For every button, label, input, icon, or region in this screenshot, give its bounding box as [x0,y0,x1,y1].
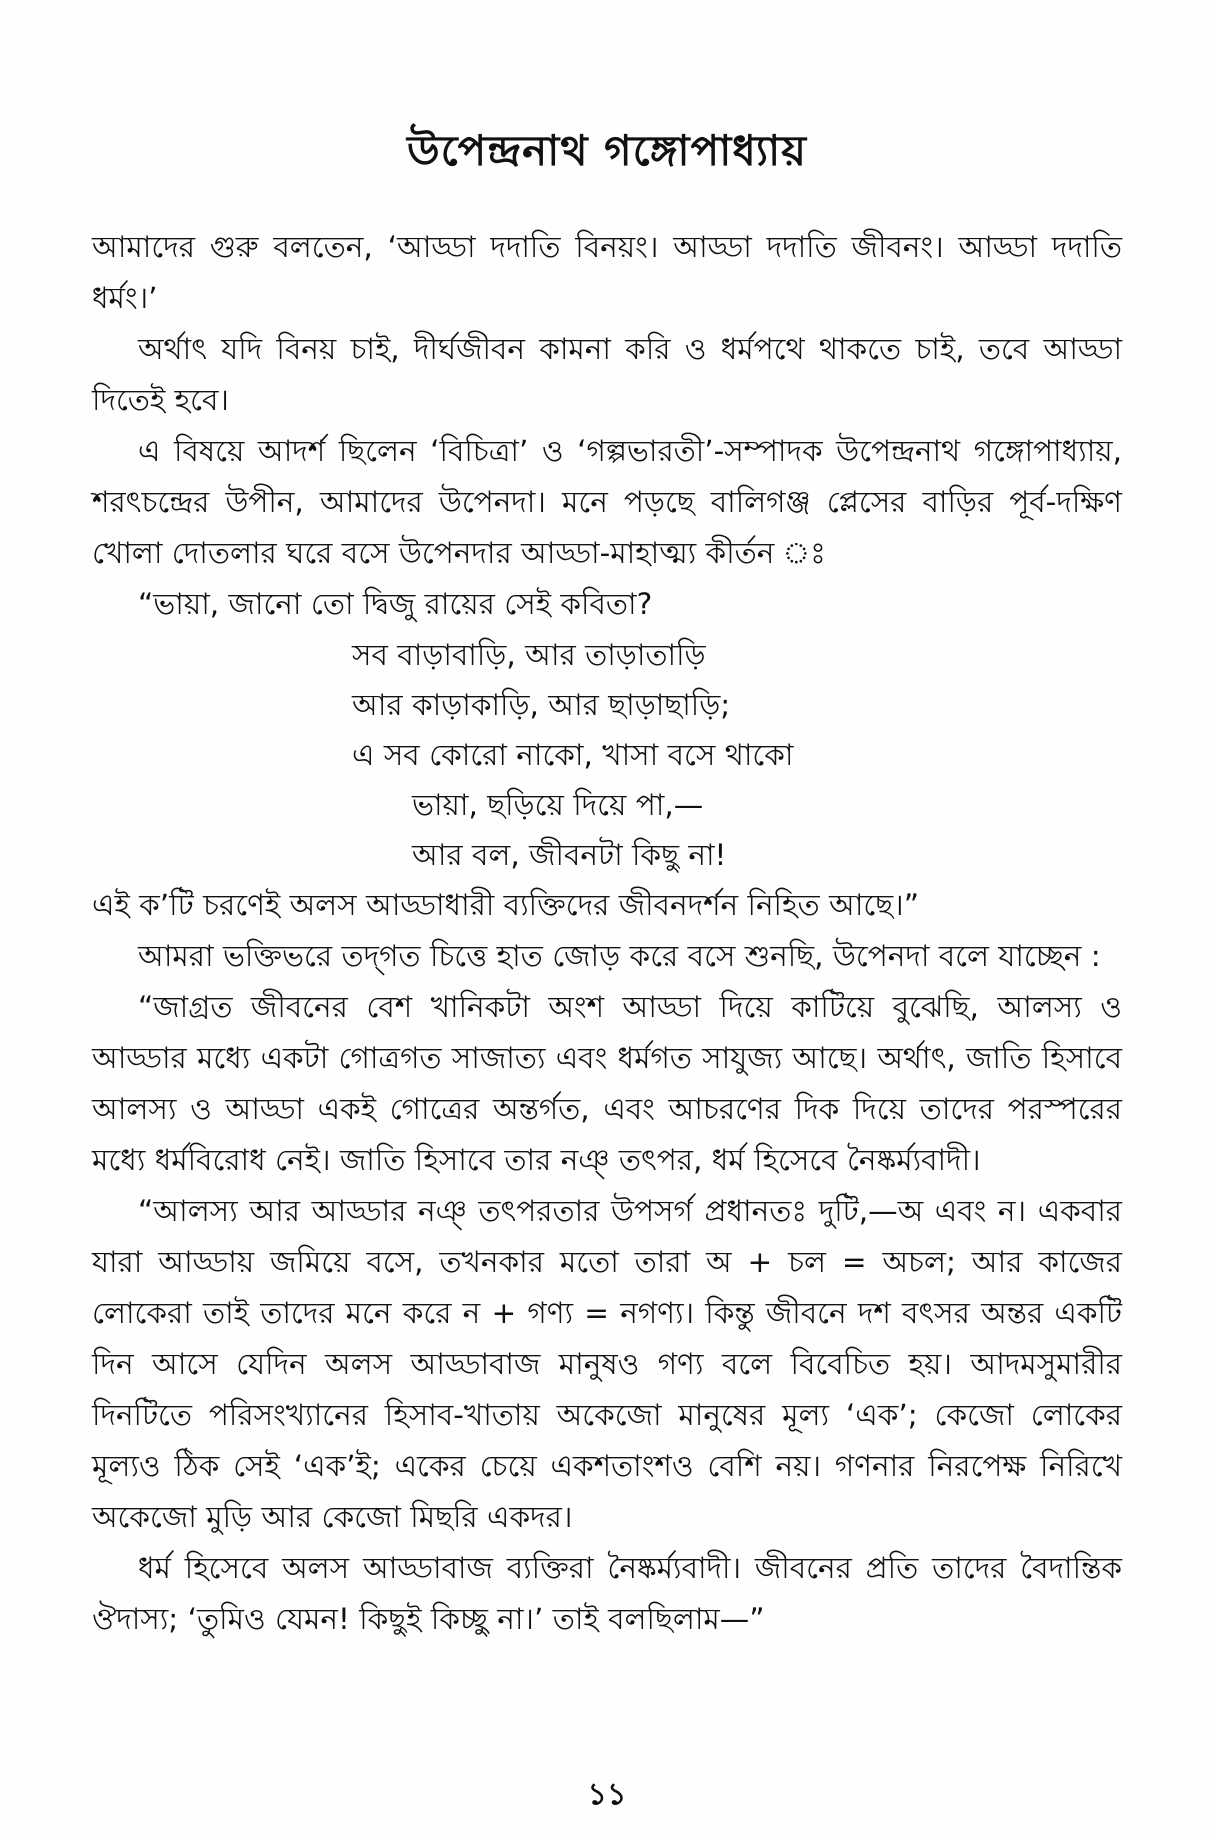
paragraph-5: এই ক’টি চরণেই অলস আড্ডাধারী ব্যক্তিদের জীবনদর্শন নিহিত আছে।” [92,888,919,922]
paragraph-7: “জাগ্রত জীবনের বেশ খানিকটা অংশ আড্ডা দিয়ে কাটিয়ে বুঝেছি, আলস্য ও আড্ডার মধ্যে একটা গোত্রগত সাজাত্য এবং ধর্মগত সাযুজ্য আছে। অর্থাৎ, জাতি হিসাবে আলস্য ও আড্ডা একই গোত্রের অন্তর্গত, এবং আচরণের দিক দিয়ে তাদের পরস্পরের মধ্যে ধর্মবিরোধ নেই। জাতি হিসাবে তার নঞ্‌ তৎপর, ধর্ম হিসেবে নৈষ্কর্ম্যবাদী। [92,990,1122,1177]
verse-line-4: ভায়া, ছড়িয়ে দিয়ে পা,— [412,788,704,822]
verse-line-3: এ সব কোরো নাকো, খাসা বসে থাকো [352,738,794,772]
paragraph-9: ধর্ম হিসেবে অলস আড্ডাবাজ ব্যক্তিরা নৈষ্কর্ম্যবাদী। জীবনের প্রতি তাদের বৈদান্তিক ঔদাস্য; ‘তুমিও যেমন! কিছুই কিচ্ছু না।’ তাই বলছিলাম—” [92,1551,1122,1636]
paragraph-3: এ বিষয়ে আদর্শ ছিলেন ‘বিচিত্রা’ ও ‘গল্পভারতী’-সম্পাদক উপেন্দ্রনাথ গঙ্গোপাধ্যায়, শরৎচন্দ্রের উপীন, আমাদের উপেনদা। মনে পড়ছে বালিগঞ্জ প্লেসের বাড়ির পূর্ব-দক্ষিণ খোলা দোতলার ঘরে বসে উপেনদার আড্ডা-মাহাত্ম্য কীর্তন ঃ [92,434,1122,570]
paragraph-2: অর্থাৎ যদি বিনয় চাই, দীর্ঘজীবন কামনা করি ও ধর্মপথে থাকতে চাই, তবে আড্ডা দিতেই হবে। [92,332,1122,417]
verse-line-1: সব বাড়াবাড়ি, আর তাড়াতাড়ি [352,638,706,672]
body-text [92,222,1122,1645]
paragraph-8: “আলস্য আর আড্ডার নঞ্‌ তৎপরতার উপসর্গ প্রধানতঃ দুটি,—অ এবং ন। একবার যারা আড্ডায় জমিয়ে বসে, তখনকার মতো তারা অ + চল = অচল; আর কাজের লোকেরা তাই তাদের মনে করে ন + গণ্য = নগণ্য। কিন্তু জীবনে দশ বৎসর অন্তর একটি দিন আসে যেদিন অলস আড্ডাবাজ মানুষও গণ্য বলে বিবেচিত হয়। আদমসুমারীর দিনটিতে পরিসংখ্যানের হিসাব-খাতায় অকেজো মানুষের মূল্য ‘এক’; কেজো লোকের মূল্যও ঠিক সেই ‘এক’ই; একের চেয়ে একশতাংশও বেশি নয়। গণনার নিরপেক্ষ নিরিখে অকেজো মুড়ি আর কেজো মিছরি একদর। [92,1194,1122,1534]
chapter-title: উপেন্দ্রনাথ গঙ্গোপাধ্যায় [407,126,807,175]
paragraph-1: আমাদের গুরু বলতেন, ‘আড্ডা দদাতি বিনয়ং। আড্ডা দদাতি জীবনং। আড্ডা দদাতি ধর্মং।’ [92,230,1122,315]
poem-verse [92,630,1122,880]
paragraph-4: “ভায়া, জানো তো দ্বিজু রায়ের সেই কবিতা? [138,587,653,621]
verse-line-2: আর কাড়াকাড়ি, আর ছাড়াছাড়ি; [352,688,731,722]
verse-line-5: আর বল, জীবনটা কিছু না! [412,838,727,872]
page-number: ১১ [587,1777,627,1812]
paragraph-6: আমরা ভক্তিভরে তদ্‌গত চিত্তে হাত জোড় করে বসে শুনছি, উপেনদা বলে যাচ্ছেন : [138,939,1101,973]
